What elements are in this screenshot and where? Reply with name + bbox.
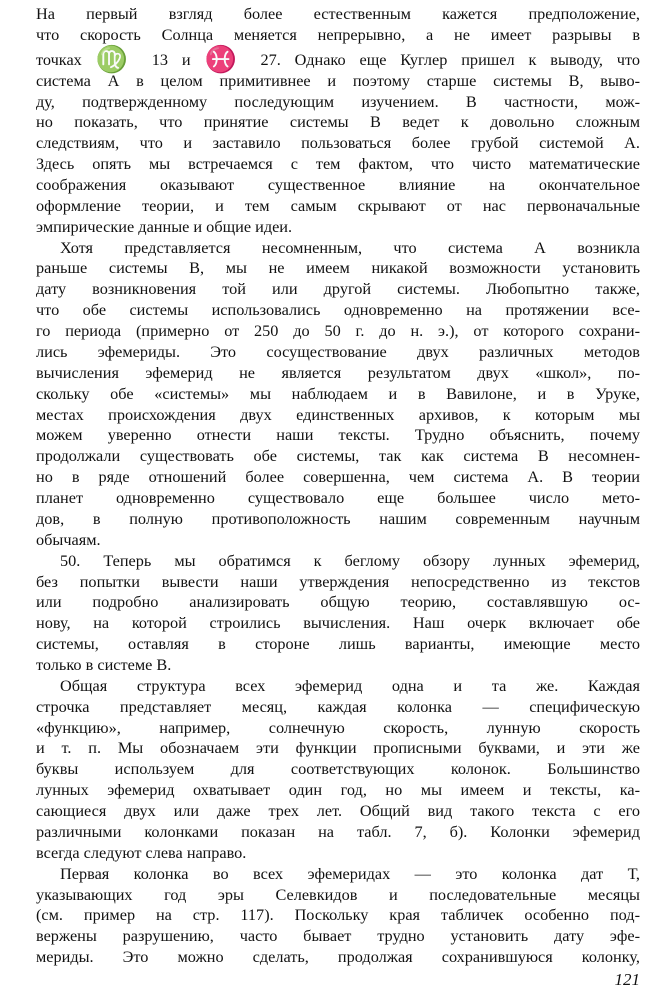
text-line: ду, подтвержденному последующим изучением. В частности, мож-: [36, 91, 640, 111]
text-line: раньше системы В, мы не имеем никакой возможности установить: [36, 258, 640, 278]
text-line: указывающих год эры Селевкидов и последовательные месяцы: [36, 884, 640, 904]
text-line: лись эфемериды. Это сосуществование двух различных методов: [36, 341, 640, 361]
text-line: местах происхождения двух единственных архивов, к которым мы: [36, 404, 640, 424]
text-line: вержены разрушению, часто бывает трудно установить дату эфе-: [36, 926, 640, 946]
text-line: строчка представляет месяц, каждая колонка — специфическую: [36, 696, 640, 716]
text-line: скольку обе «системы» мы наблюдаем и в Вавилоне, и в Уруке,: [36, 383, 640, 403]
text-line: соображения оказывают существенное влияние на окончательное: [36, 175, 640, 194]
text-line: и т. п. Мы обозначаем эти функции прописными буквами, и эти же: [36, 738, 640, 758]
text-line: Здесь опять мы встречаемся с тем фактом, что чисто математические: [36, 154, 640, 174]
text-line: оформление теории, и тем самым скрывают от нас первоначальные: [36, 195, 640, 215]
pisces-symbol: ♓: [204, 44, 247, 75]
text-line: следствиям, что и заставило пользоваться более грубой системой А.: [36, 133, 640, 153]
virgo-symbol: ♍: [95, 44, 138, 75]
text-line: сающиеся двух или даже трех лет. Общий вид такого текста с его: [36, 801, 640, 820]
text-fragment: 13 и: [151, 49, 191, 69]
text-line: но в ряде отношений более совершенна, чем система А. В теории: [36, 467, 640, 487]
text-line: что скорость Солнца меняется непрерывно, а не имеет разрывы в: [36, 24, 640, 44]
text-line: «функцию», например, солнечную скорость, лунную скорость: [36, 717, 640, 737]
text-line: эмпирические данные и общие идеи.: [36, 216, 293, 236]
text-line: обычаям.: [36, 529, 101, 549]
text-line: различными колонками показан на табл. 7, б). Колонки эфемерид: [36, 821, 640, 841]
text-line: Хотя представляется несомненным, что система А возникла: [60, 237, 640, 257]
text-line: система А в целом примитивнее и поэтому старше системы В, выво-: [36, 70, 640, 90]
text-fragment: точках: [36, 49, 82, 69]
text-line: что обе системы использовались одновременно на протяжении все-: [36, 300, 640, 320]
text-line: нову, на которой строились вычисления. Наш очерк включает обе: [36, 613, 640, 633]
text-line: Общая структура всех эфемерид одна и та же. Каждая: [60, 675, 640, 695]
text-fragment: 27. Однако еще Куглер пришел к выводу, что: [260, 49, 641, 69]
text-line: 50. Теперь мы обратимся к беглому обзору лунных эфемерид,: [60, 550, 640, 570]
page: [36, 0, 640, 1000]
text-line: (см. пример на стр. 117). Поскольку края табличек особенно под-: [36, 905, 640, 925]
text-line: На первый взгляд более естественным кажется предположение,: [36, 4, 640, 23]
text-line: вычисления эфемерид не является результатом двух «школ», по-: [36, 362, 640, 382]
text-line: дов, в полную противоположность нашим современным научным: [36, 508, 640, 528]
text-line: дату возникновения той или другой системы. Любопытно также,: [36, 279, 640, 299]
text-line: но показать, что принятие системы В ведет к довольно сложным: [36, 112, 640, 132]
text-line: или подробно анализировать общую теорию, составлявшую ос-: [36, 592, 640, 612]
text-line-with-symbols: [36, 44, 641, 75]
text-line: го периода (примерно от 250 до 50 г. до н. э.), от которого сохрани-: [36, 321, 640, 340]
text-line: системы, оставляя в стороне лишь варианты, имеющие место: [36, 634, 640, 654]
text-line: продолжали существовать обе системы, так как система В несомнен-: [36, 446, 640, 466]
text-line: всегда следуют слева направо.: [36, 842, 247, 862]
text-line: мериды. Это можно сделать, продолжая сохранившуюся колонку,: [36, 947, 640, 967]
text-line: лунных эфемерид охватывает один год, но мы имеем и тексты, ка-: [36, 780, 640, 800]
text-line: только в системе В.: [36, 655, 172, 674]
text-line: без попытки вывести наши утверждения непосредственно из текстов: [36, 571, 640, 591]
page-number: 121: [614, 970, 640, 989]
text-line: планет одновременно существовало еще большее число мето-: [36, 488, 640, 507]
text-line: буквы используем для соответствующих колонок. Большинство: [36, 759, 640, 779]
text-line: Первая колонка во всех эфемеридах — это колонка дат Т,: [60, 863, 640, 883]
text-line: можем уверенно отнести наши тексты. Трудно объяснить, почему: [36, 425, 640, 445]
